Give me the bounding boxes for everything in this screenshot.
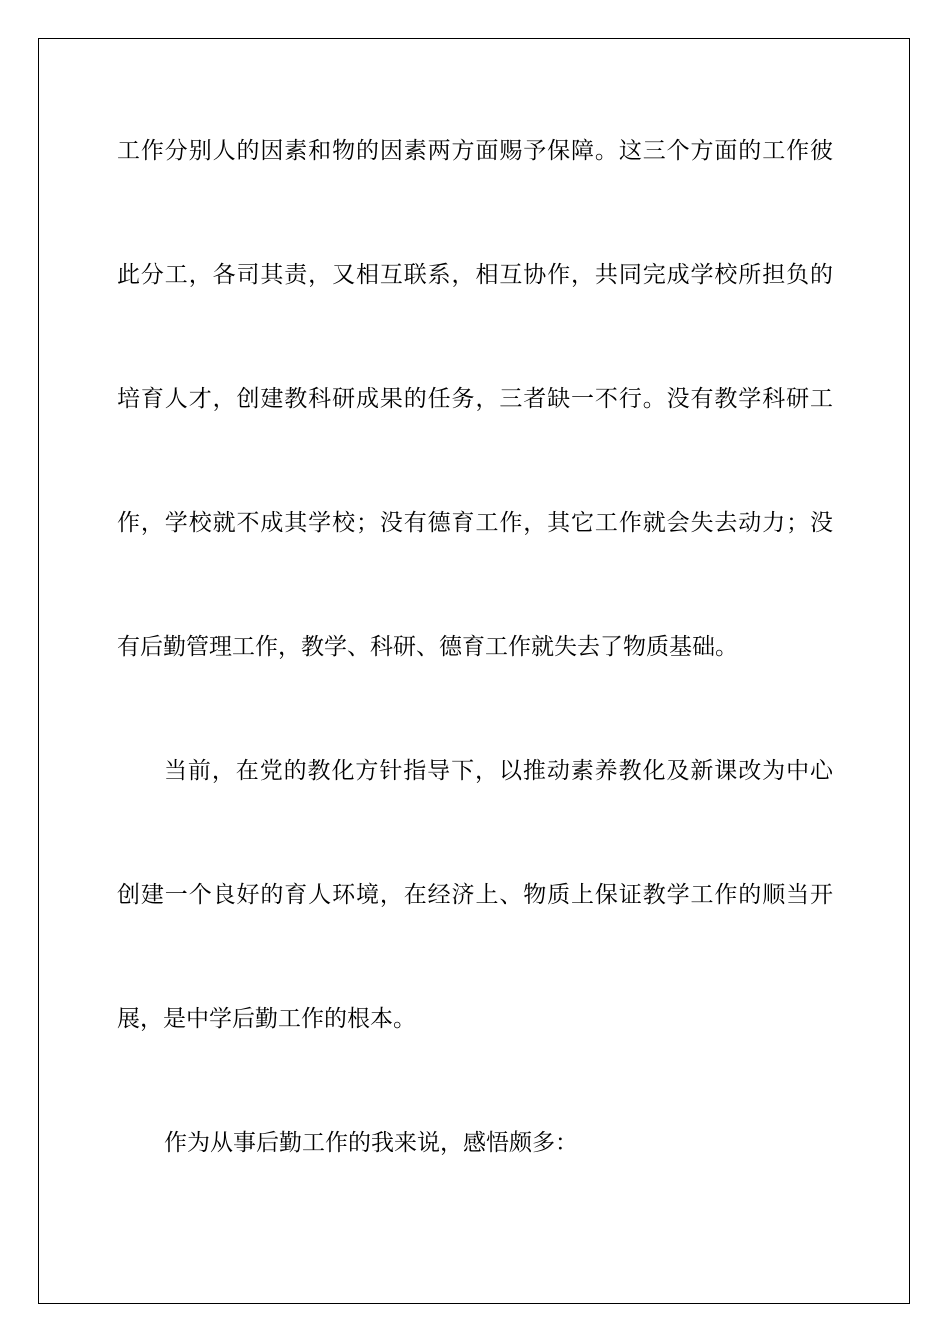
paragraph-line: 展，是中学后勤工作的根本。 (117, 1006, 416, 1032)
paragraph-line: 当前，在党的教化方针指导下，以推动素养教化及新课改为中心 (164, 758, 833, 784)
paragraph-line: 创建一个良好的育人环境，在经济上、物质上保证教学工作的顺当开 (117, 882, 833, 908)
paragraph-line: 工作分别人的因素和物的因素两方面赐予保障。这三个方面的工作彼 (117, 138, 833, 164)
paragraph-line: 有后勤管理工作，教学、科研、德育工作就失去了物质基础。 (117, 634, 738, 660)
page-border (38, 38, 910, 1304)
paragraph-line: 作为从事后勤工作的我来说，感悟颇多： (164, 1130, 578, 1156)
paragraph-line: 作，学校就不成其学校；没有德育工作，其它工作就会失去动力；没 (117, 510, 833, 536)
paragraph-line: 培育人才，创建教科研成果的任务，三者缺一不行。没有教学科研工 (117, 386, 833, 412)
paragraph-line: 此分工，各司其责，又相互联系，相互协作，共同完成学校所担负的 (117, 262, 833, 288)
